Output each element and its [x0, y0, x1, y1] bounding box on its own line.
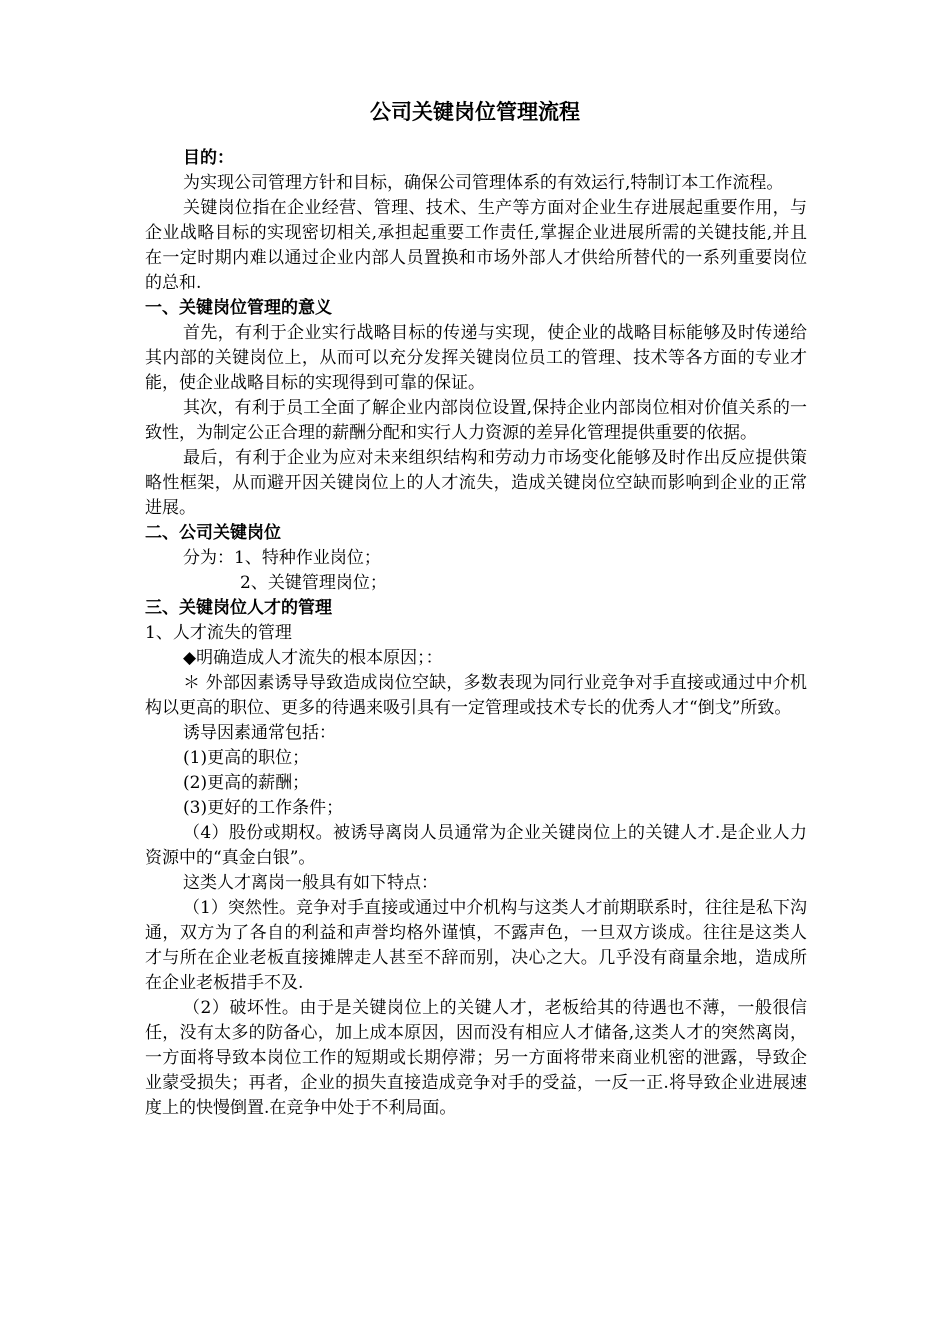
trait-1: （1）突然性。竞争对手直接或通过中介机构与这类人才前期联系时，往往是私下沟通，双方为了各自的利益和声誉均格外谨慎，不露声色，一旦双方谈成。往往是这类人才与所在企业老板直接摊牌走人甚至不辞而别，决心之大。几乎没有商量余地，造成所在企业老板措手不及. — [145, 898, 807, 993]
trait-2: （2）破坏性。由于是关键岗位上的关键人才，老板给其的待遇也不薄，一般很信任，没有太多的防备心，加上成本原因，因而没有相应人才储备,这类人才的突然离岗，一方面将导致本岗位工作的短期或长期停滞；另一方面将带来商业机密的泄露，导致企业蒙受损失；再者，企业的损失直接造成竞争对手的受益，一反一正.将导致企业进展速度上的快慢倒置.在竞争中处于不利局面。 — [145, 998, 807, 1118]
inducement-item-1: (1)更高的职位； — [183, 748, 310, 768]
section-1-paragraph-2: 其次，有利于员工全面了解企业内部岗位设置,保持企业内部岗位相对价值关系的一致性，为制定公正合理的薪酬分配和实行人力资源的差异化管理提供重要的依据。 — [145, 398, 807, 443]
purpose-paragraph-2: 关键岗位指在企业经营、管理、技术、生产等方面对企业生存进展起重要作用，与企业战略目标的实现密切相关,承担起重要工作责任,掌握企业进展所需的关键技能,并且在一定时期内难以通过企业内部人员置换和市场外部人才供给所替代的一系列重要岗位的总和. — [145, 198, 807, 293]
section-1-paragraph-1: 首先，有利于企业实行战略目标的传递与实现，使企业的战略目标能够及时传递给其内部的关键岗位上，从而可以充分发挥关键岗位员工的管理、技术等各方面的专业才能，使企业战略目标的实现得到可靠的保证。 — [145, 323, 807, 393]
inducement-item-3: (3)更好的工作条件； — [183, 798, 344, 818]
document-body — [145, 146, 807, 1121]
inducement-intro: 诱导因素通常包括： — [183, 723, 336, 743]
page-title: 公司关键岗位管理流程 — [370, 100, 580, 124]
section-1-paragraph-3: 最后，有利于企业为应对未来组织结构和劳动力市场变化能够及时作出反应提供策略性框架，从而避开因关键岗位上的人才流失，造成关键岗位空缺而影响到企业的正常进展。 — [145, 448, 807, 518]
purpose-paragraph-1: 为实现公司管理方针和目标，确保公司管理体系的有效运行,特制订本工作流程。 — [183, 173, 784, 193]
section-1-heading: 一、关键岗位管理的意义 — [145, 298, 332, 318]
section-2-heading: 二、公司关键岗位 — [145, 523, 281, 543]
inducement-item-2: (2)更高的薪酬； — [183, 773, 310, 793]
traits-intro: 这类人才离岗一般具有如下特点： — [183, 873, 438, 893]
section-2-line-2: 2、关键管理岗位； — [240, 573, 387, 593]
section-3-heading: 三、关键岗位人才的管理 — [145, 598, 332, 618]
section-2-line-1: 分为：1、特种作业岗位； — [183, 548, 381, 568]
section-3-external-factors: ＊ 外部因素诱导导致造成岗位空缺，多数表现为同行业竞争对手直接或通过中介机构以更高的职位、更多的待遇来吸引具有一定管理或技术专长的优秀人才“倒戈”所致。 — [145, 673, 807, 718]
section-3-bullet: ◆明确造成人才流失的根本原因；： — [183, 648, 443, 668]
purpose-heading: 目的： — [183, 148, 234, 168]
inducement-item-4: （4）股份或期权。被诱导离岗人员通常为企业关键岗位上的关键人才.是企业人力资源中的“真金白银”。 — [145, 823, 807, 868]
section-3-subheading-1: 1、人才流失的管理 — [145, 623, 292, 643]
